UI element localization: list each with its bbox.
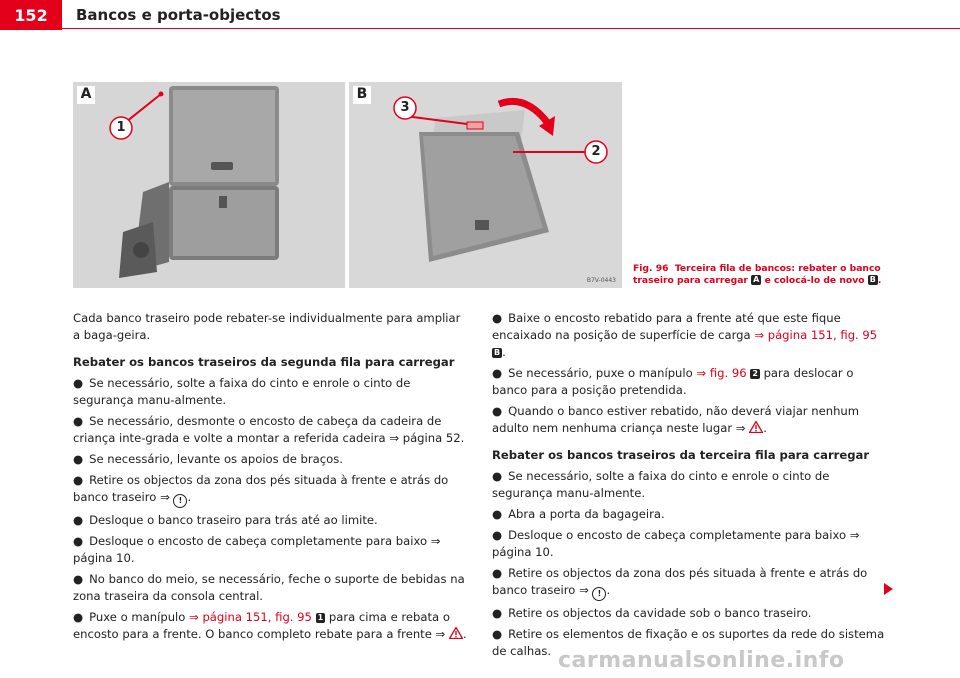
list-item-text: Retire os elementos de fixação e os suportes da rede do sistema de calhas. (492, 627, 885, 658)
list-item-text: Retire os objectos da cavidade sob o banco traseiro. (508, 606, 812, 620)
bullet: ● (492, 469, 503, 483)
list-item-text: Se necessário, levante os apoios de braços. (89, 452, 343, 466)
list-item: ● Retire os objectos da zona dos pés situada à frente e atrás do banco traseiro ⇒ ! . (492, 565, 888, 601)
list-item (73, 375, 469, 409)
bullet: ● (73, 534, 84, 548)
list-item-text: Se necessário, solte a faixa do cinto e enrole o cinto de segurança manu-almente. (492, 469, 830, 500)
arrow-symbol: ⇒ (160, 490, 170, 504)
list-item (492, 527, 888, 561)
list-item: ● Quando o banco estiver rebatido, não deverá viajar nenhum adulto nem nenhuma criança neste lugar ⇒ . (492, 404, 860, 435)
figure-panel-a (73, 82, 345, 288)
bullet: ● (492, 566, 503, 580)
bullet: ● (73, 414, 84, 428)
figure-caption (633, 263, 893, 287)
bullet: ● (492, 528, 503, 542)
warning-icon[interactable] (449, 627, 463, 639)
list-item (492, 365, 888, 399)
left-column (73, 310, 469, 647)
tag-b: B (869, 275, 876, 284)
arrow-symbol: ⇒ (849, 528, 860, 542)
list-item: ● Baixe o encosto rebatido para a frente até que este fique encaixado na posição de superfície de carga ⇒ página 151, fig. 95 B . (492, 311, 878, 359)
list-item-text: Retire os objectos da zona dos pés situada à frente e atrás do banco traseiro (73, 473, 449, 504)
callout-2: 2 (591, 144, 601, 159)
list-item-text: Desloque o encosto de cabeça completamente para baixo (508, 528, 847, 542)
info-icon[interactable]: ! (173, 494, 187, 508)
page-number: 152 (0, 0, 62, 30)
bullet: ● (492, 366, 503, 380)
bullet: ● (73, 610, 84, 624)
list-item-text: No banco do meio, se necessário, feche o suporte de bebidas na zona traseira da consola central. (73, 572, 465, 603)
list-item: ● Puxe o manípulo ⇒ página 151, fig. 95 1 para cima e rebata o encosto para a frente. O banco completo rebate para a frente ⇒ . (73, 610, 467, 641)
bullet: ● (492, 311, 503, 325)
arrow-symbol: ⇒ (389, 431, 400, 445)
watermark: carmanualsonline.info (558, 648, 845, 673)
bullet: ● (492, 404, 503, 418)
caption-text-2: e colocá-lo de novo (764, 275, 865, 286)
list-item (492, 468, 888, 502)
bullet: ● (492, 627, 503, 641)
list-item-text: Se necessário, puxe o manípulo (508, 366, 693, 380)
panel-b-label: B (356, 86, 368, 102)
list-item-text: Se necessário, desmonte o encosto de cabeça da cadeira de criança inte-grada e volte a montar a referida cadeira (73, 414, 442, 445)
info-icon[interactable]: ! (592, 587, 606, 601)
list-item-text: Desloque o encosto de cabeça completamente para baixo (89, 534, 428, 548)
page-ref[interactable]: página 52. (402, 431, 465, 445)
bullet: ● (73, 376, 84, 390)
tag-a: A (753, 275, 760, 284)
bullet: ● (73, 473, 84, 487)
bullet: ● (73, 452, 84, 466)
fig-link[interactable]: ⇒ página 151, fig. 95 (754, 328, 878, 342)
intro-paragraph: Cada banco traseiro pode rebater-se individualmente para ampliar a baga-geira. (73, 311, 461, 342)
tag-b: B (494, 348, 501, 357)
tag-2: 2 (752, 369, 758, 378)
list-item (73, 512, 469, 529)
list-item-text: Baixe o encosto rebatido para a frente até que este fique encaixado na posição de superfície de carga (492, 311, 841, 342)
caption-prefix: Fig. 96 (633, 263, 669, 274)
fig-link[interactable]: ⇒ página 151, fig. 95 (189, 610, 312, 624)
list-item (492, 506, 888, 523)
list-item (73, 451, 469, 468)
list-item-text: Retire os objectos da zona dos pés situada à frente e atrás do banco traseiro (492, 566, 868, 597)
section-heading-third-row: Rebater os bancos traseiros da terceira fila para carregar (492, 448, 870, 462)
page-title: Bancos e porta-objectos (76, 6, 281, 24)
list-item-text: para deslocar o banco para a posição pretendida. (492, 366, 854, 397)
figure-96 (73, 82, 622, 288)
fig-link[interactable]: ⇒ fig. 96 (696, 366, 747, 380)
warning-icon[interactable] (749, 421, 763, 433)
figure-code: B7V-0443 (586, 277, 616, 284)
list-item (492, 605, 888, 622)
panel-a-label: A (80, 86, 92, 102)
list-item-text: Quando o banco estiver rebatido, não deverá viajar nenhum adulto nem nenhuma criança neste lugar (492, 404, 860, 435)
list-item-text: Se necessário, solte a faixa do cinto e enrole o cinto de segurança manu-almente. (73, 376, 411, 407)
callout-3: 3 (400, 100, 410, 115)
list-item-text: Puxe o manípulo (89, 610, 186, 624)
section-heading-second-row: Rebater os bancos traseiros da segunda fila para carregar (73, 355, 455, 369)
arrow-symbol: ⇒ (735, 421, 746, 435)
list-item (73, 413, 469, 447)
list-item-text: Abra a porta da bagageira. (508, 507, 665, 521)
header-divider (62, 28, 960, 29)
figure-panel-b (349, 82, 622, 288)
list-item (73, 571, 469, 605)
bullet: ● (73, 513, 84, 527)
arrow-symbol: ⇒ (579, 583, 589, 597)
caption-text-1: Terceira fila de bancos: rebater o banco traseiro para carregar (633, 263, 881, 286)
bullet: ● (492, 507, 503, 521)
next-page-arrow-icon[interactable] (884, 583, 893, 595)
page-ref[interactable]: página 10. (73, 551, 135, 565)
arrow-symbol: ⇒ (435, 627, 446, 641)
caption-end: . (877, 275, 882, 286)
callout-1: 1 (116, 120, 126, 135)
list-item-text: para cima e rebata o encosto para a frente. O banco completo rebate para a frente (73, 610, 450, 641)
arrow-symbol: ⇒ (430, 534, 441, 548)
bullet: ● (492, 606, 503, 620)
tag-1: 1 (317, 613, 324, 622)
list-item (73, 533, 469, 567)
list-item: ● Retire os objectos da zona dos pés situada à frente e atrás do banco traseiro ⇒ ! . (73, 472, 469, 508)
page-ref[interactable]: página 10. (492, 545, 554, 559)
list-item-text: Desloque o banco traseiro para trás até ao limite. (89, 513, 378, 527)
bullet: ● (73, 572, 84, 586)
right-column (492, 310, 888, 664)
